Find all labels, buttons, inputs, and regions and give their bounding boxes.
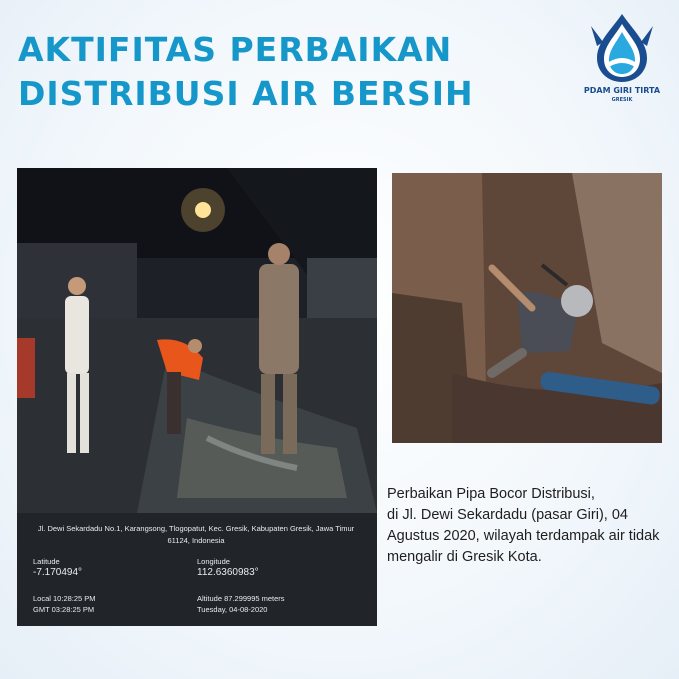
water-drop-logo-icon	[589, 12, 655, 84]
latitude-value: -7.170494°	[33, 567, 83, 578]
logo-name: PDAM GIRI TIRTA	[583, 86, 661, 95]
pipe-excavation-photo	[392, 173, 662, 443]
altitude: Altitude 87.299995 meters	[197, 594, 285, 603]
excavation-scene	[392, 173, 662, 443]
title-line-1: AKTIFITAS PERBAIKAN	[18, 30, 453, 69]
gmt-time: GMT 03:28:25 PM	[33, 605, 95, 614]
latitude-label: Latitude	[33, 557, 60, 566]
gps-address: Jl. Dewi Sekardadu No.1, Karangsong, Tlogopatut, Kec. Gresik, Kabupaten Gresik, Jawa Timur 61124, Indonesia	[37, 524, 355, 545]
local-time: Local 10:28:25 PM	[33, 594, 96, 603]
longitude-value: 112.6360983°	[197, 567, 259, 578]
photo-date: Tuesday, 04-08-2020	[197, 605, 268, 614]
night-repair-photo	[17, 168, 377, 626]
pdam-logo	[572, 8, 672, 108]
repair-description: Perbaikan Pipa Bocor Distribusi, di Jl. Dewi Sekardadu (pasar Giri), 04 Agustus 2020, wilayah terdampak air tidak mengalir di Gresik Kota.	[387, 486, 660, 565]
logo-subtitle: GRESIK	[611, 97, 633, 103]
title-line-2: DISTRIBUSI AIR BERSIH	[18, 74, 474, 113]
gps-caption	[17, 513, 377, 626]
longitude-label: Longitude	[197, 557, 230, 566]
page-title	[18, 28, 474, 116]
